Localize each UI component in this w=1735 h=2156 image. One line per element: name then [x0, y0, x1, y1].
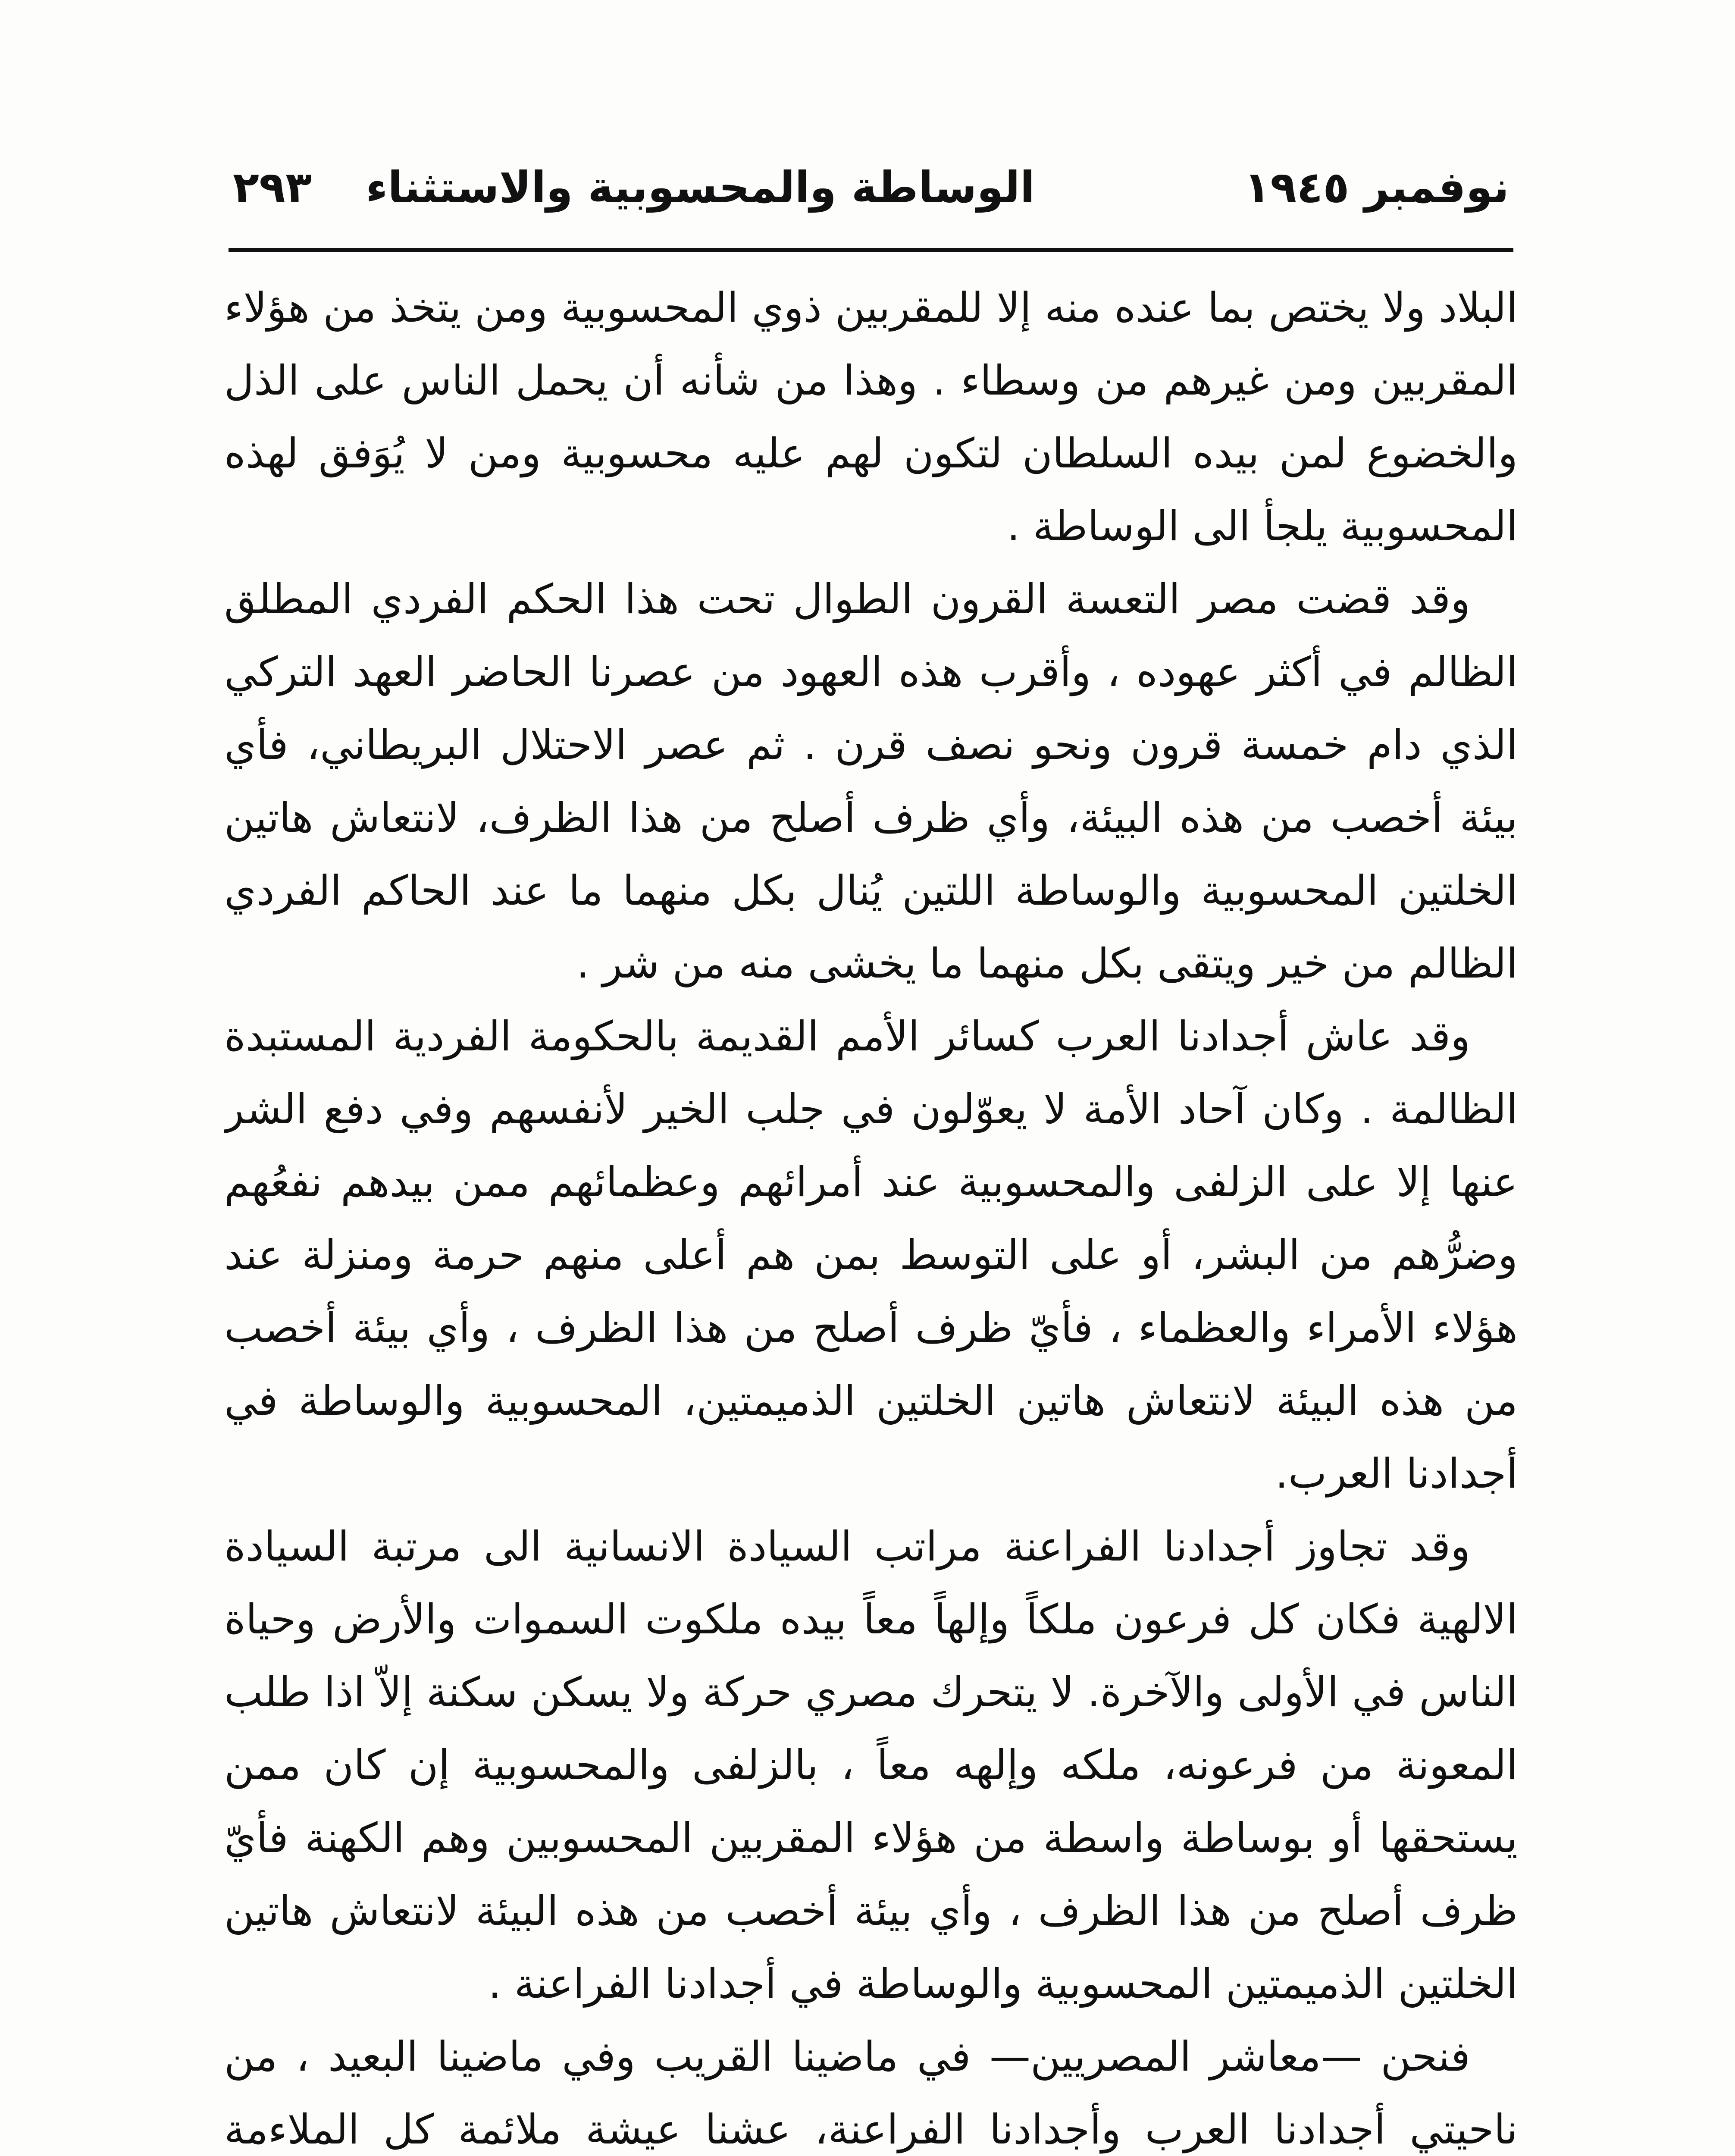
- running-header: [233, 155, 1509, 220]
- paragraph: البلاد ولا يختص بما عنده منه إلا للمقربين ذوي المحسوبية ومن يتخذ من هؤلاء المقربين ومن غيرهم من وسطاء . وهذا من شأنه أن يحمل الناس على الذل والخضوع لمن بيده السلطان لتكون لهم عليه محسوبية ومن لا يُوَفق لهذه المحسوبية يلجأ الى الوساطة .: [224, 284, 1518, 550]
- header-date: نوفمبر ١٩٤٥: [1244, 162, 1509, 213]
- paragraph: فنحن —معاشر المصريين— في ماضينا القريب وفي ماضينا البعيد ، من ناحيتي أجدادنا العرب وأجدادنا الفراعنة، عشنا عيشة ملائمة كل الملاءمة: [224, 2033, 1518, 2153]
- body-text: [224, 272, 1518, 2156]
- paragraph: وقد تجاوز أجدادنا الفراعنة مراتب السيادة الانسانية الى مرتبة السيادة الالهية فكان كل فرعون ملكاً وإلهاً معاً بيده ملكوت السموات والأرض وحياة الناس في الأولى والآخرة. لا يتحرك مصري حركة ولا يسكن سكنة إلاّ اذا طلب المعونة من فرعونه، ملكه وإلهه معاً ، بالزلفى والمحسوبية إن كان ممن يستحقها أو بوساطة واسطة من هؤلاء المقربين المحسوبين وهم الكهنة فأيّ ظرف أصلح من هذا الظرف ، وأي بيئة أخصب من هذه البيئة لانتعاش هاتين الخلتين الذميمتين المحسوبية والوساطة في أجدادنا الفراعنة .: [224, 1523, 1518, 2008]
- header-title: الوساطة والمحسوبية والاستثناء: [366, 162, 1035, 213]
- header-rule: [229, 248, 1513, 252]
- page-number: ٢٩٣: [233, 162, 312, 213]
- paragraph: وقد قضت مصر التعسة القرون الطوال تحت هذا الحكم الفردي المطلق الظالم في أكثر عهوده ، وأقرب هذه العهود من عصرنا الحاضر العهد التركي الذي دام خمسة قرون ونحو نصف قرن . ثم عصر الاحتلال البريطاني، فأي بيئة أخصب من هذه البيئة، وأي ظرف أصلح من هذا الظرف، لانتعاش هاتين الخلتين المحسوبية والوساطة اللتين يُنال بكل منهما ما عند الحاكم الفردي الظالم من خير ويتقى بكل منهما ما يخشى منه من شر .: [224, 576, 1518, 987]
- paragraph: وقد عاش أجدادنا العرب كسائر الأمم القديمة بالحكومة الفردية المستبدة الظالمة . وكان آحاد الأمة لا يعوّلون في جلب الخير لأنفسهم وفي دفع الشر عنها إلا على الزلفى والمحسوبية عند أمرائهم وعظمائهم ممن بيدهم نفعُهم وضرُّهم من البشر، أو على التوسط بمن هم أعلى منهم حرمة ومنزلة عند هؤلاء الأمراء والعظماء ، فأيّ ظرف أصلح من هذا الظرف ، وأي بيئة أخصب من هذه البيئة لانتعاش هاتين الخلتين الذميمتين، المحسوبية والوساطة في أجدادنا العرب.: [224, 1013, 1518, 1498]
